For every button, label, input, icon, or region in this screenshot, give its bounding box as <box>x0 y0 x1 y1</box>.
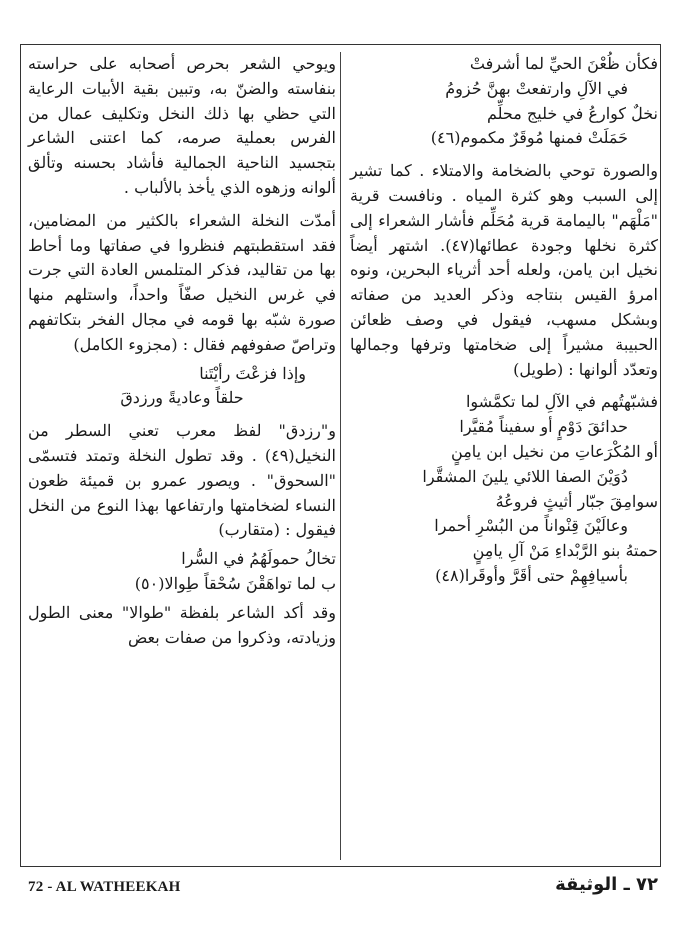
paragraph: ويوحي الشعر بحرص أصحابه على حراسته بنفاسته والضنّ به، وتبين بقية الأبيات الرعاية التي حظي بها ذلك النخل وتكليف عمال من الفرس بعملية صرمه، كما اعتنى الشاعر بتجسيد الناحية الجمالية فأشاد بحسنه وتألق ألوانه وزهوه الذي يأخذ بالألباب . <box>28 54 336 197</box>
verse-line: حَمَلَتْ فمنها مُوقَرٌ مكموم(٤٦) <box>430 128 628 148</box>
footer-page-label-arabic: ٧٢ ـ الوثيقة <box>555 874 658 895</box>
verse-line: حلقاً وعاديةً ورزدقَ <box>120 388 244 408</box>
verse-line: تخالُ حمولَهُمُ في السُّرا <box>181 549 336 569</box>
verse-line: فكأن ظُعْنَ الحيِّ لما أشرفتْ <box>469 54 658 73</box>
paragraph: وقد أكد الشاعر بلفظة "طوالا" معنى الطول وزيادته، وذكروا من صفات بعض <box>28 602 336 647</box>
verse-line: سوامِقَ جبّار أثيثٍ فروعُهُ <box>495 491 658 511</box>
paragraph <box>350 159 658 382</box>
paragraph-text: أمدّت النخلة الشعراء بالكثير من المضامين، فقد استقطبتهم فنظروا في صفاتها وما أحاط بها من تقاليد، فذكر المتلمس العادة التي جرت في غرس النخيل صفّاً واحداً، واستلهم منها صورة شبّه بها قومه في مجال الفخر بتكاتفهم وتراصّ صفوفهم فقال : <box>28 210 336 354</box>
verse-line: حدائقَ دَوْمٍ أو سفيناً مُقيَّرا <box>459 417 628 437</box>
verse-line: وعالَيْنَ قِنْواناً من البُسْرِ أحمرا <box>434 516 628 536</box>
verse-line: بأسيافِهِمْ حتى أقَرَّ وأوقَرا(٤٨) <box>435 565 628 585</box>
verse-line: وإذا فزعْتَ رأيْتَنا <box>199 363 306 383</box>
verse-line: نخلٌ كوارعُ في خليج محلِّم <box>486 103 658 123</box>
left-column <box>28 52 336 650</box>
verse-line: دُوَيْنَ الصفا اللائي يلينَ المشقَّرا <box>422 466 628 486</box>
verse-line: ب لما تواهَقْنَ سُحْقاً طِوالا(٥٠) <box>134 573 336 593</box>
paragraph-text: والصورة توحي بالضخامة والامتلاء . كما تشير إلى السبب وهو كثرة المياه . ونافست قرية "مَلْهَم" باليمامة قرية مُحَلِّم فأشار الشعراء إلى كثرة نخلها وجودة عطائها(٤٧). اشتهر أيضاً نخيل ابن يامن، ولعله أحد أثرياء البحرين، ونوه امرؤ القيس بنتاجه وذكر العديد من صفاته وبشكل مسهب، فيقول في وصف ظعائن الحبيبة مشيراً إلى ضخامتها وترفها وجمالها وتعدّد ألوانها : <box>350 161 659 379</box>
verse-line: فشبّهتُهم في الآلِ لما تكمَّشوا <box>465 392 658 412</box>
verse-line: حمتهُ بنو الرَّبْداءِ مَنْ آلِ يامِنٍ <box>472 541 658 561</box>
column-divider <box>340 52 341 860</box>
footer-page-label-latin: 72 - AL WATHEEKAH <box>28 879 181 895</box>
verse-line: في الآلِ وارتفعتْ بهنَّ حُزومُ <box>445 78 628 98</box>
right-column <box>350 52 658 589</box>
meter-label: (طويل) <box>513 359 564 379</box>
paragraph <box>28 209 336 358</box>
meter-label: (متقارب) <box>218 520 280 540</box>
paragraph <box>28 419 336 543</box>
paragraph-text: و"رزدق" لفظ معرب تعني السطر من النخيل(٤٩) . وقد تطول النخلة وتمتد فتسمّى "السحوق" . ويصور عمرو بن قميئة ظعون النساء لضخامتها وارتفاعها بهذا النوع من النخل فيقول : <box>28 421 336 540</box>
verse-line: أو المُكْرَعاتِ من نخيل ابن يامِنٍ <box>451 441 658 461</box>
meter-label: (مجزوء الكامل) <box>73 334 178 354</box>
